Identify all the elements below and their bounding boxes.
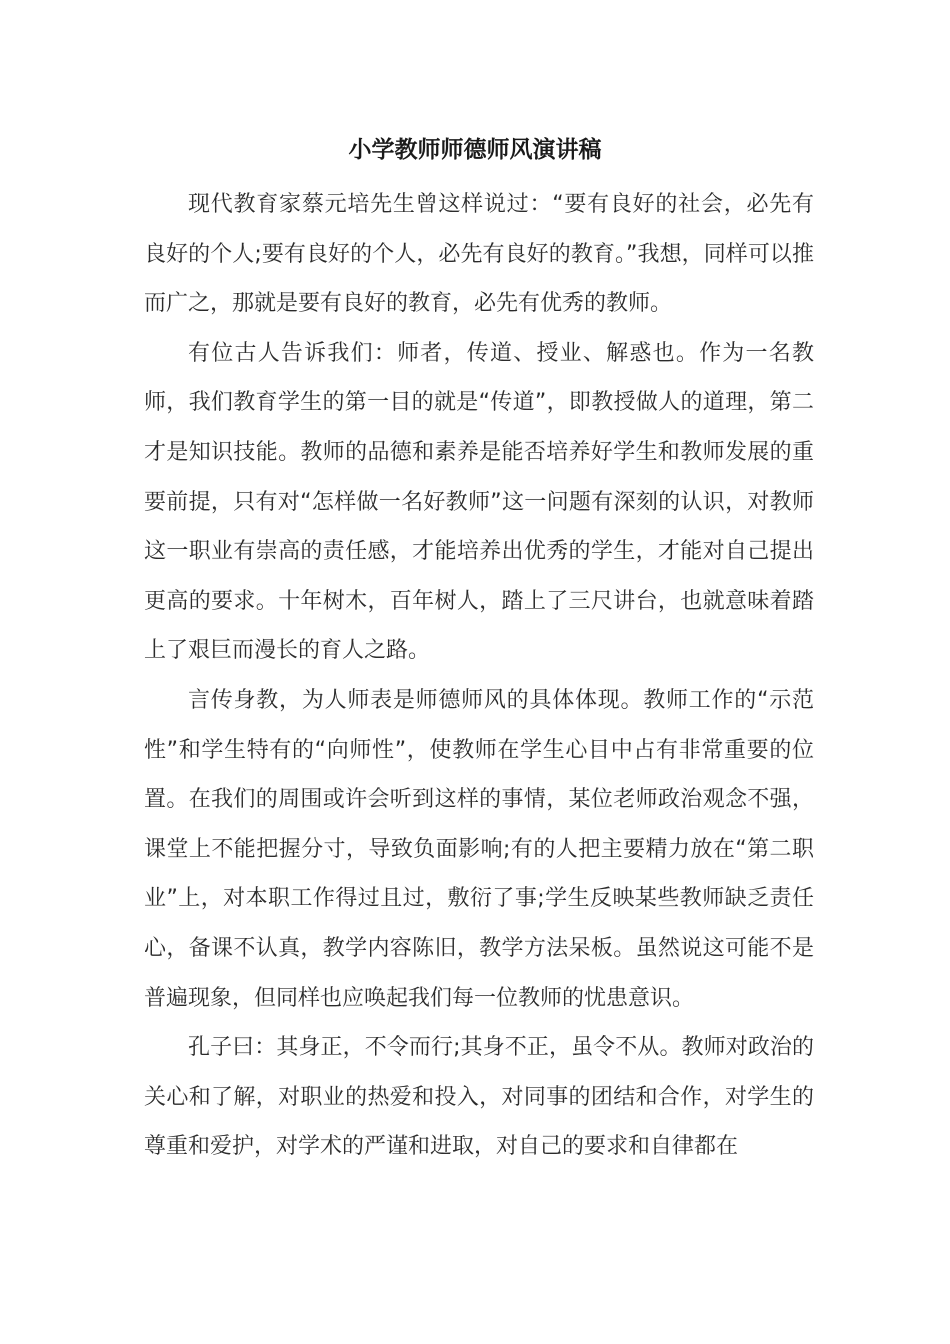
paragraph-1: 现代教育家蔡元培先生曾这样说过：“要有良好的社会，必先有良好的个人;要有良好的个人，必先有良好的教育。”我想，同样可以推而广之，那就是要有良好的教育，必先有优秀的教师。 xyxy=(144,192,814,317)
paragraph-4: 孔子曰：其身正，不令而行;其身不正，虽令不从。教师对政治的关心和了解，对职业的热爱和投入，对同事的团结和合作，对学生的尊重和爱护，对学术的严谨和进取，对自己的要求和自律都在 xyxy=(144,1035,814,1160)
paragraph-2: 有位古人告诉我们：师者，传道、授业、解惑也。作为一名教师，我们教育学生的第一目的就是“传道”，即教授做人的道理，第二才是知识技能。教师的品德和素养是能否培养好学生和教师发展的重要前提，只有对“怎样做一名好教师”这一问题有深刻的认识，对教师这一职业有崇高的责任感，才能培养出优秀的学生，才能对自己提出更高的要求。十年树木，百年树人，踏上了三尺讲台，也就意味着踏上了艰巨而漫长的育人之路。 xyxy=(144,340,814,664)
document-title: 小学教师师德师风演讲稿 xyxy=(348,137,602,163)
document-body xyxy=(144,180,814,1172)
paragraph-3: 言传身教，为人师表是师德师风的具体体现。教师工作的“示范性”和学生特有的“向师性”，使教师在学生心目中占有非常重要的位置。在我们的周围或许会听到这样的事情，某位老师政治观念不强，课堂上不能把握分寸，导致负面影响;有的人把主要精力放在“第二职业”上，对本职工作得过且过，敷衍了事;学生反映某些教师缺乏责任心，备课不认真，教学内容陈旧，教学方法呆板。虽然说这可能不是普遍现象，但同样也应唤起我们每一位教师的忧患意识。 xyxy=(144,687,814,1011)
